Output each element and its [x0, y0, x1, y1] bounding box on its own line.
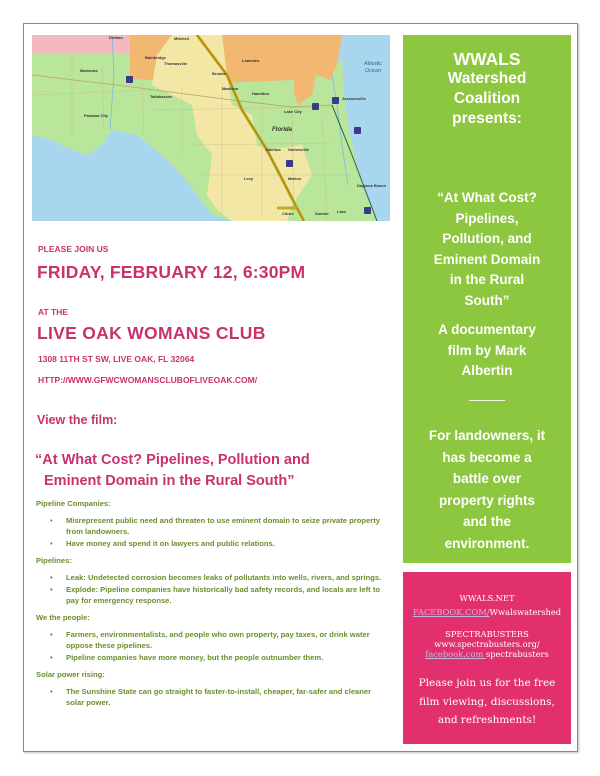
svg-text:Alachua: Alachua — [265, 147, 281, 152]
film-title — [35, 450, 395, 492]
documentary-credit — [403, 320, 571, 382]
svg-text:Ocean: Ocean — [364, 68, 382, 74]
org-line: presents: — [452, 110, 522, 127]
sidebar-film-title — [403, 188, 571, 311]
bullet-item: • Misrepresent public need and threaten to use eminent domain to seize private property from landowners. — [36, 515, 391, 537]
section-heading: Solar power rising: — [36, 670, 105, 679]
svg-text:Hamilton: Hamilton — [252, 91, 270, 96]
landowner-quote — [403, 425, 571, 554]
partner-facebook-link[interactable]: facebook.com — [425, 649, 486, 659]
svg-text:Tallahassee: Tallahassee — [150, 94, 173, 99]
view-film-label: View the film: — [37, 413, 118, 427]
org-line: Coalition — [453, 90, 521, 107]
bullet-item: • Explode: Pipeline companies have historically bad safety records, and locals are left to pay for emergency response. — [36, 584, 391, 606]
org-acronym: WWALS — [453, 49, 521, 69]
title-line: South” — [464, 292, 510, 308]
divider — [469, 400, 505, 401]
organization-name — [403, 49, 571, 129]
facebook-page-name: Wwalswatershed — [489, 607, 562, 617]
svg-text:Citrus: Citrus — [282, 211, 294, 216]
quote-line: battle over — [452, 471, 522, 486]
bullet-item: • Leak: Undetected corrosion becomes leaks of pollutants into wells, rivers, and springs. — [36, 572, 391, 583]
credit-line: film by Mark — [447, 342, 527, 358]
title-line: Pipelines, — [455, 210, 519, 226]
svg-text:Jacksonville: Jacksonville — [342, 96, 366, 101]
section-we-the-people — [36, 612, 391, 663]
svg-text:Daytona Beach: Daytona Beach — [357, 183, 386, 188]
pipeline-route-map — [32, 35, 390, 221]
florida-map-graphic — [32, 35, 390, 221]
org-line: Watershed — [447, 70, 527, 87]
svg-text:Florida: Florida — [272, 127, 293, 133]
section-heading: Pipelines: — [36, 556, 72, 565]
quote-line: property rights — [438, 492, 535, 508]
svg-text:Lake City: Lake City — [284, 109, 302, 114]
wwals-website-link[interactable]: WWALS.NET — [459, 593, 515, 603]
svg-text:Sumter: Sumter — [315, 211, 329, 216]
join-us-label: PLEASE JOIN US — [38, 244, 109, 254]
quote-line: environment. — [444, 535, 530, 551]
svg-text:Marion: Marion — [288, 176, 302, 181]
svg-text:Lake: Lake — [337, 209, 347, 214]
credit-line: Albertin — [461, 363, 513, 378]
invitation-message — [403, 674, 571, 730]
svg-text:Brooks: Brooks — [212, 71, 226, 76]
bullet-list — [36, 629, 391, 663]
quote-line: and the — [462, 514, 511, 529]
svg-text:Bainbridge: Bainbridge — [145, 55, 166, 60]
section-heading: We the people: — [36, 613, 90, 622]
title-line: in the Rural — [449, 272, 525, 287]
facebook-link[interactable]: FACEBOOK.COM/ — [412, 607, 490, 617]
section-pipeline-companies — [36, 498, 391, 549]
partner-name: SPECTRABUSTERS — [445, 629, 529, 639]
svg-text:Dothan: Dothan — [109, 35, 123, 40]
partner-facebook — [403, 649, 571, 659]
message-line: and refreshments! — [437, 714, 537, 726]
bullet-list — [36, 686, 391, 708]
title-line: Eminent Domain — [433, 251, 541, 267]
bullet-list — [36, 515, 391, 549]
bullet-item: • Have money and spend it on lawyers and public relations. — [36, 538, 391, 549]
message-line: Please join us for the free — [418, 677, 556, 689]
partner-website-link[interactable]: www.spectrabusters.org/ — [434, 639, 540, 649]
quote-line: has become a — [442, 449, 532, 465]
contact-panel — [403, 572, 571, 744]
svg-text:Atlantic: Atlantic — [363, 61, 383, 67]
section-solar-power — [36, 669, 391, 708]
title-line: Pollution, and — [442, 231, 532, 246]
film-title-line-2: Eminent Domain in the Rural South” — [44, 473, 295, 489]
bullet-item: • The Sunshine State can go straight to faster-to-install, cheaper, far-safer and cleaner solar power. — [36, 686, 391, 708]
svg-text:Mitchell: Mitchell — [174, 36, 189, 41]
film-title-line-1: “At What Cost? Pipelines, Pollution and — [35, 452, 310, 468]
section-pipelines — [36, 555, 391, 606]
venue-website-link[interactable]: HTTP://WWW.GFWCWOMANSCLUBOFLIVEOAK.COM/ — [38, 375, 258, 385]
svg-text:Thomasville: Thomasville — [164, 61, 188, 66]
section-heading: Pipeline Companies: — [36, 499, 111, 508]
svg-text:Lowndes: Lowndes — [242, 58, 260, 63]
presenter-panel — [403, 35, 571, 563]
svg-text:Marianna: Marianna — [80, 68, 98, 73]
svg-text:Panama City: Panama City — [84, 113, 109, 118]
at-the-label: AT THE — [38, 307, 69, 317]
quote-line: For landowners, it — [428, 428, 546, 443]
partner-facebook-page: spectrabusters — [485, 649, 549, 659]
svg-text:Madison: Madison — [222, 86, 239, 91]
bullet-item: • Pipeline companies have more money, but the people outnumber them. — [36, 652, 391, 663]
event-datetime: FRIDAY, FEBRUARY 12, 6:30PM — [37, 262, 306, 282]
wwals-facebook — [403, 607, 571, 617]
talking-points — [36, 498, 391, 714]
svg-text:Gainesville: Gainesville — [288, 147, 310, 152]
bullet-item: • Farmers, environmentalists, and people who own property, pay taxes, or drink water oppose these pipelines. — [36, 629, 391, 651]
credit-line: A documentary — [438, 322, 536, 337]
svg-text:Levy: Levy — [244, 176, 254, 181]
title-line: “At What Cost? — [437, 190, 537, 205]
venue-name: LIVE OAK WOMANS CLUB — [37, 323, 266, 343]
bullet-list — [36, 572, 391, 606]
message-line: film viewing, discussions, — [419, 695, 555, 708]
venue-address: 1308 11TH ST SW, LIVE OAK, FL 32064 — [38, 354, 195, 364]
